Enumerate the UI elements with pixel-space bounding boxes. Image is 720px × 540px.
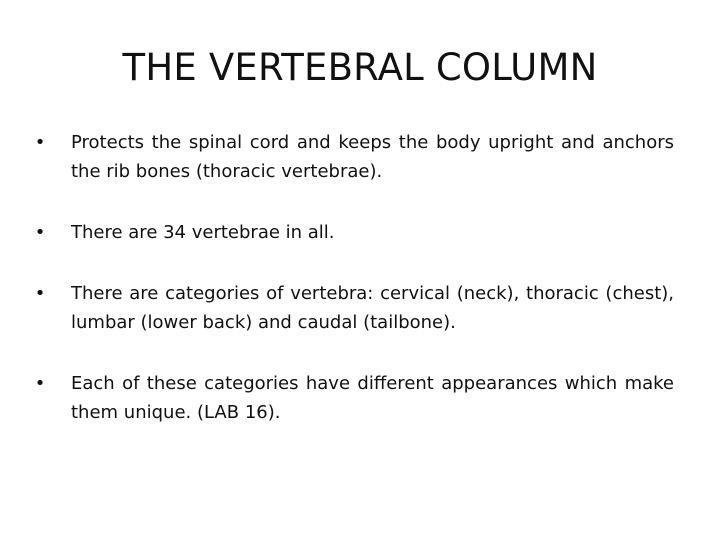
bullet-text: Protects the spinal cord and keeps the body upright and anchors the rib bones (thoracic vertebrae).	[71, 132, 674, 182]
bullet-text: There are 34 vertebrae in all.	[71, 222, 335, 243]
bullet-icon: •	[34, 373, 46, 394]
bullet-item	[34, 369, 674, 427]
bullet-item	[34, 218, 674, 247]
bullet-item	[34, 279, 674, 337]
bullet-icon: •	[34, 283, 46, 304]
slide-title: THE VERTEBRAL COLUMN	[122, 46, 598, 89]
bullet-list	[34, 128, 674, 427]
bullet-text: Each of these categories have different appearances which make them unique. (LAB 16).	[71, 373, 674, 423]
bullet-item	[34, 128, 674, 186]
bullet-text: There are categories of vertebra: cervical (neck), thoracic (chest), lumbar (lower back) and caudal (tailbone).	[71, 283, 674, 333]
bullet-icon: •	[34, 222, 46, 243]
bullet-icon: •	[34, 132, 46, 153]
